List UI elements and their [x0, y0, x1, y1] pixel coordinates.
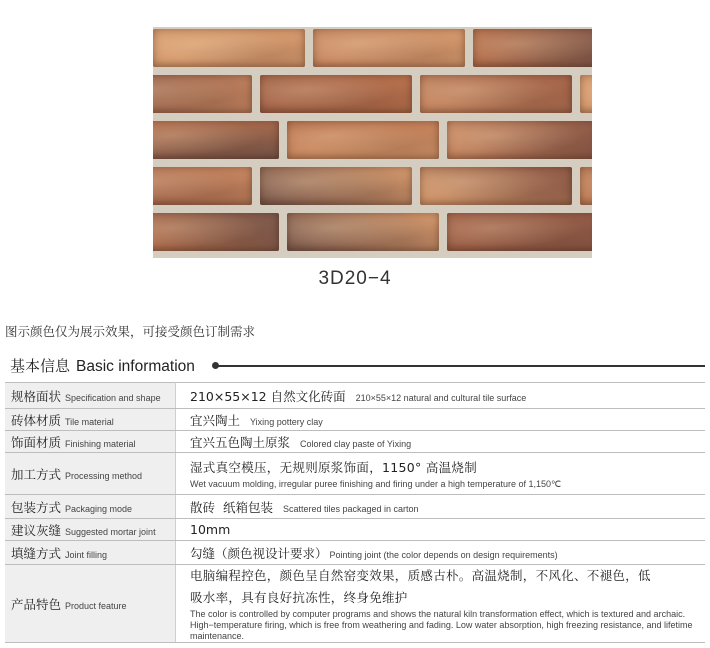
row-value	[176, 383, 706, 409]
table-row	[5, 519, 705, 541]
section-header	[10, 355, 705, 375]
label-en: Finishing material	[65, 438, 136, 449]
label-cn: 填缝方式	[11, 545, 62, 561]
label-cn: 加工方式	[11, 466, 62, 482]
label-cn: 规格面状	[11, 388, 62, 404]
row-value	[176, 519, 706, 541]
row-label	[5, 383, 176, 409]
brick	[153, 75, 252, 113]
row-label	[5, 495, 176, 519]
value-cn: 宜兴五色陶土原浆	[190, 434, 291, 450]
label-cn: 包装方式	[11, 499, 62, 515]
brick	[447, 213, 592, 251]
label-en: Specification and shape	[65, 392, 161, 403]
label-en: Suggested mortar joint	[65, 526, 156, 537]
value-cn: 湿式真空模压，无规则原浆饰面，1150° 高温烧制	[190, 460, 478, 475]
brick	[420, 167, 572, 205]
label-en: Product feature	[65, 600, 127, 611]
value-cn: 210×55×12 自然文化砖面	[190, 388, 346, 404]
label-cn: 饰面材质	[11, 434, 62, 450]
brick	[287, 213, 439, 251]
table-row	[5, 409, 705, 431]
brick	[260, 75, 412, 113]
value-cn: 10mm	[190, 522, 231, 537]
section-rule	[216, 365, 705, 367]
table-row	[5, 383, 705, 409]
value-cn-line1: 电脑编程控色，颜色呈自然窑变效果，质感古朴。高温烧制，不风化、不褪色，低	[190, 568, 651, 583]
row-value	[176, 495, 706, 519]
brick	[153, 121, 279, 159]
value-en: Yixing pottery clay	[250, 416, 323, 427]
product-photo	[153, 27, 592, 258]
value-en: Pointing joint (the color depends on design requirements)	[329, 549, 558, 560]
row-label	[5, 541, 176, 565]
section-title-cn: 基本信息	[10, 357, 71, 375]
brick	[473, 29, 592, 67]
label-cn: 产品特色	[11, 596, 62, 612]
brick	[580, 167, 592, 205]
value-en: Scattered tiles packaged in carton	[282, 503, 419, 514]
table-row	[5, 431, 705, 453]
spec-table	[5, 382, 705, 643]
brick	[153, 167, 252, 205]
brick	[153, 29, 305, 67]
label-en: Processing method	[65, 470, 143, 481]
brick	[313, 29, 465, 67]
row-value	[176, 431, 706, 453]
table-row	[5, 565, 705, 643]
value-en: Wet vacuum molding, irregular puree finishing and firing under a high temperature of 1,150℃	[190, 479, 562, 489]
table-row	[5, 495, 705, 519]
brick	[287, 121, 439, 159]
brick	[153, 213, 279, 251]
brick	[260, 167, 412, 205]
row-label	[5, 453, 176, 495]
brick	[447, 121, 592, 159]
row-value	[176, 565, 706, 643]
label-en: Joint filling	[65, 549, 108, 560]
label-cn: 砖体材质	[11, 412, 62, 428]
row-value	[176, 453, 706, 495]
brick	[420, 75, 572, 113]
row-label	[5, 431, 176, 453]
product-code: 3D20−4	[318, 268, 392, 289]
value-cn-line2: 吸水率，具有良好抗冻性，终身免维护	[190, 590, 408, 605]
row-label	[5, 565, 176, 643]
table-row	[5, 453, 705, 495]
value-cn: 勾缝（颜色视设计要求）	[190, 545, 328, 561]
row-value	[176, 541, 706, 565]
brick	[580, 75, 592, 113]
section-title-en: Basic information	[76, 358, 195, 375]
table-row	[5, 541, 705, 565]
color-notice: 图示颜色仅为展示效果，可接受颜色订制需求	[5, 324, 256, 339]
row-label	[5, 519, 176, 541]
value-en: 210×55×12 natural and cultural tile surface	[355, 392, 527, 403]
value-cn: 散砖 纸箱包装	[190, 499, 273, 515]
value-en: Colored clay paste of Yixing	[300, 438, 412, 449]
value-cn: 宜兴陶土	[190, 412, 241, 428]
label-cn: 建议灰缝	[11, 522, 62, 538]
label-en: Tile material	[65, 416, 114, 427]
row-label	[5, 409, 176, 431]
section-title	[10, 355, 195, 376]
label-en: Packaging mode	[65, 503, 133, 514]
value-en: The color is controlled by computer programs and shows the natural kiln transformation effect, which is textured and archaic. High−temperature firing, which is free from weathering and fading. Low water absorption, high freezing resistance, and lifetime maintenance.	[190, 609, 693, 641]
row-value	[176, 409, 706, 431]
